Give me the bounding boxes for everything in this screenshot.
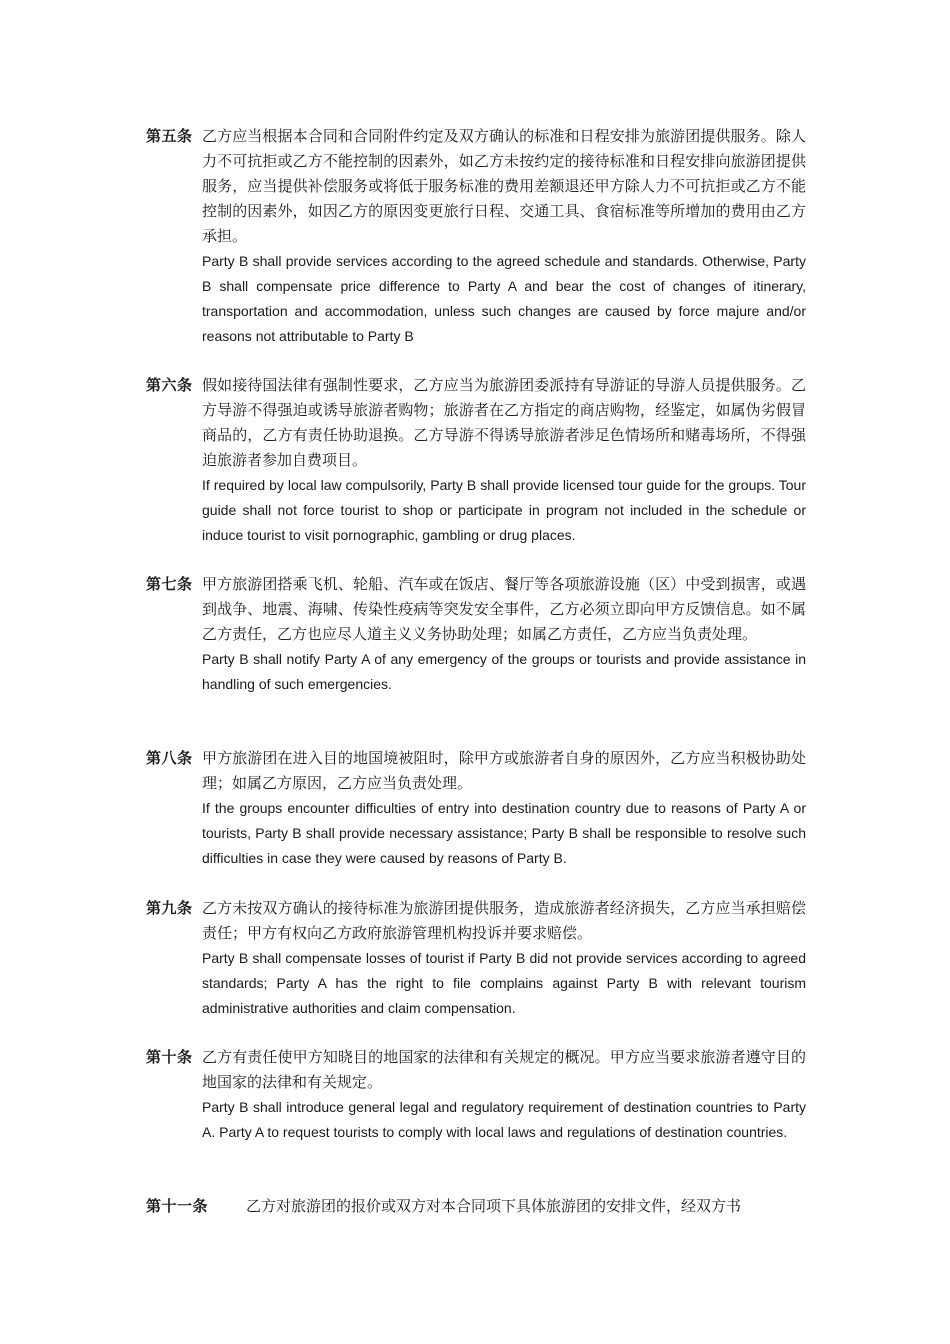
article-chinese-text: 乙方应当根据本合同和合同附件约定及双方确认的标准和日程安排为旅游团提供服务。除人力不可抗拒或乙方不能控制的因素外，如乙方未按约定的接待标准和日程安排向旅游团提供服务，应当提供补偿服务或将低于服务标准的费用差额退还甲方除人力不可抗拒或乙方不能控制的因素外，如因乙方的原因变更旅行日程、交通工具、食宿标准等所增加的费用由乙方承担。 bbox=[202, 127, 806, 245]
article-label: 第七条 bbox=[146, 575, 193, 593]
article-label: 第六条 bbox=[146, 376, 193, 394]
article-chinese-text: 乙方有责任使甲方知晓目的地国家的法律和有关规定的概况。甲方应当要求旅游者遵守目的地国家的法律和有关规定。 bbox=[202, 1048, 806, 1091]
article-english-text: Party B shall compensate losses of tourist if Party B did not provide services according to agreed standards; Party A has the right to file complains against Party B with relevant tourism administrative authorities and claim compensation. bbox=[202, 950, 806, 1016]
article-9 bbox=[146, 896, 806, 1021]
article-10 bbox=[146, 1045, 806, 1145]
article-english-text: Party B shall provide services according to the agreed schedule and standards. Otherwise, Party B shall compensate price difference to Party A and bear the cost of changes of itinerary, transportation and accommodation, unless such changes are caused by force majure and/or reasons not attributable to Party B bbox=[202, 253, 806, 344]
article-label: 第十一条 bbox=[146, 1197, 209, 1215]
article-label: 第八条 bbox=[146, 749, 193, 767]
article-chinese-text: 甲方旅游团搭乘飞机、轮船、汽车或在饭店、餐厅等各项旅游设施（区）中受到损害，或遇到战争、地震、海啸、传染性疫病等突发安全事件，乙方必须立即向甲方反馈信息。如不属乙方责任，乙方也应尽人道主义义务协助处理；如属乙方责任，乙方应当负责处理。 bbox=[202, 575, 806, 643]
article-english-text: Party B shall introduce general legal and regulatory requirement of destination countries to Party A. Party A to request tourists to comply with local laws and regulations of destination countries. bbox=[202, 1099, 806, 1140]
article-english-text: Party B shall notify Party A of any emergency of the groups or tourists and provide assistance in handling of such emergencies. bbox=[202, 651, 806, 692]
article-5 bbox=[146, 124, 806, 349]
article-7 bbox=[146, 572, 806, 697]
article-label: 第九条 bbox=[146, 899, 193, 917]
article-6 bbox=[146, 373, 806, 548]
article-chinese-text: 甲方旅游团在进入目的地国境被阻时，除甲方或旅游者自身的原因外，乙方应当积极协助处理；如属乙方原因，乙方应当负责处理。 bbox=[202, 749, 806, 792]
article-chinese-text: 假如接待国法律有强制性要求，乙方应当为旅游团委派持有导游证的导游人员提供服务。乙方导游不得强迫或诱导旅游者购物；旅游者在乙方指定的商店购物，经鉴定，如属伪劣假冒商品的，乙方有责任协助退换。乙方导游不得诱导旅游者涉足色情场所和赌毒场所，不得强迫旅游者参加自费项目。 bbox=[202, 376, 806, 469]
article-label: 第五条 bbox=[146, 127, 193, 145]
article-chinese-text: 乙方未按双方确认的接待标准为旅游团提供服务，造成旅游者经济损失，乙方应当承担赔偿责任；甲方有权向乙方政府旅游管理机构投诉并要求赔偿。 bbox=[202, 899, 806, 942]
article-8 bbox=[146, 746, 806, 871]
article-11 bbox=[146, 1194, 806, 1219]
article-chinese-text: 乙方对旅游团的报价或双方对本合同项下具体旅游团的安排文件，经双方书 bbox=[246, 1197, 742, 1215]
article-english-text: If the groups encounter difficulties of entry into destination country due to reasons of Party A or tourists, Party B shall provide necessary assistance; Party B shall be responsible to resolve such difficulties in case they were caused by reasons of Party B. bbox=[202, 800, 806, 866]
article-label: 第十条 bbox=[146, 1048, 193, 1066]
article-english-text: If required by local law compulsorily, Party B shall provide licensed tour guide for the groups. Tour guide shall not force tourist to shop or participate in program not included in the schedule or induce tourist to visit pornographic, gambling or drug places. bbox=[202, 477, 806, 543]
